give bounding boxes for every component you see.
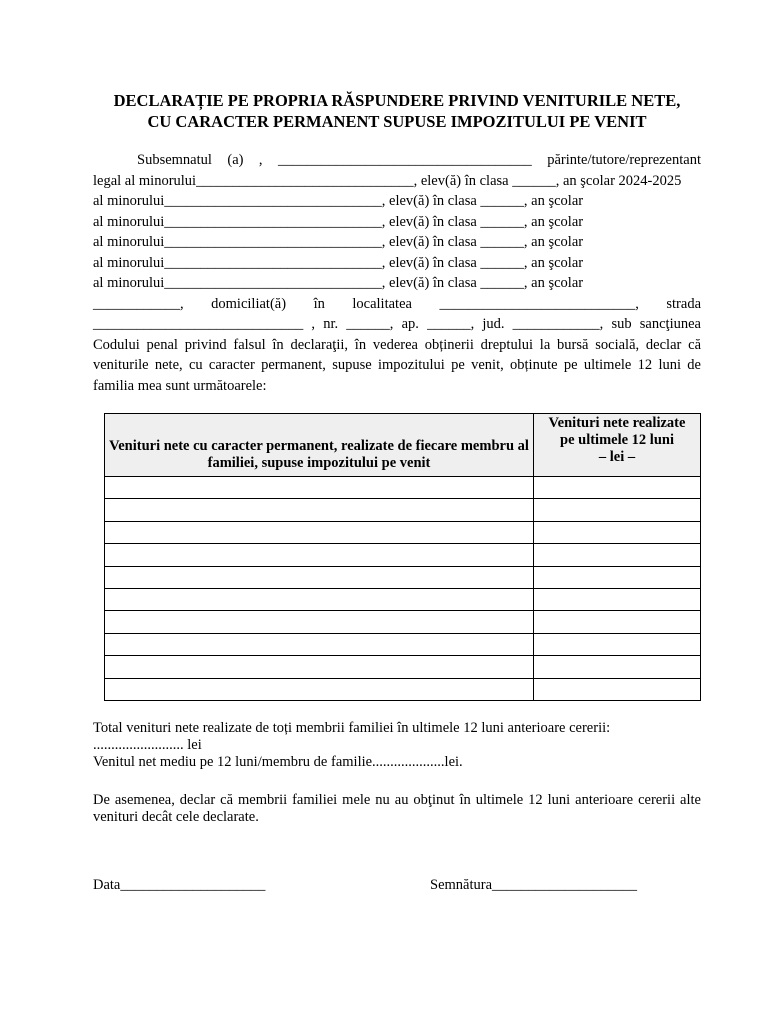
table-row	[105, 588, 701, 610]
total-income-label: Total venituri nete realizate de toți membrii familiei în ultimele 12 luni anterioare cererii:	[93, 720, 611, 736]
minor-line: al minorului______________________________, elev(ă) în clasa ______, an şcolar	[93, 254, 584, 271]
income-amount-cell	[534, 544, 701, 566]
table-row	[105, 611, 701, 633]
declaration-body	[93, 150, 701, 396]
income-description-cell	[105, 656, 534, 678]
legal-guardian-line: legal al minorului______________________________, elev(ă) în clasa ______, an şcolar 2024-2025	[93, 172, 682, 189]
title-line-1: DECLARAȚIE PE PROPRIA RĂSPUNDERE PRIVIND VENITURILE NETE,	[113, 91, 681, 110]
minor-line: al minorului______________________________, elev(ă) în clasa ______, an şcolar	[93, 234, 584, 250]
minor-line: al minorului______________________________, elev(ă) în clasa ______, an şcolar	[93, 193, 584, 209]
table-row	[105, 499, 701, 521]
income-amount-cell	[534, 521, 701, 543]
income-table-header	[105, 414, 701, 477]
table-row	[105, 566, 701, 588]
income-amount-cell	[534, 566, 701, 588]
header-income-description: Venituri nete cu caracter permanent, realizate de fiecare membru al familiei, supuse impozitului pe venit	[105, 414, 534, 477]
address-line-2: _____________________________ , nr. ______, ap. ______, jud. ____________, sub sancţiunea	[93, 316, 701, 332]
income-description-cell	[105, 477, 534, 499]
table-row	[105, 521, 701, 543]
income-amount-cell	[534, 633, 701, 655]
table-row	[105, 633, 701, 655]
income-amount-cell	[534, 588, 701, 610]
total-income-value: ......................... lei	[93, 737, 202, 753]
average-income-line: Venitul net mediu pe 12 luni/membru de familie....................lei.	[93, 754, 463, 770]
declarant-line: Subsemnatul (a) , ___________________________________ părinte/tutore/reprezentant	[137, 152, 701, 168]
income-description-cell	[105, 588, 534, 610]
income-amount-cell	[534, 656, 701, 678]
address-line-1: ____________, domiciliat(ă) în localitatea ___________________________, strada	[93, 295, 701, 312]
income-description-cell	[105, 544, 534, 566]
table-row	[105, 544, 701, 566]
table-row	[105, 656, 701, 678]
totals-section	[93, 720, 701, 771]
income-description-cell	[105, 566, 534, 588]
additional-declaration: De asemenea, declar că membrii familiei mele nu au obţinut în ultimele 12 luni anterioare cererii alte venituri decât cele declarate.	[93, 792, 701, 825]
document-title	[93, 90, 701, 132]
minor-line: al minorului______________________________, elev(ă) în clasa ______, an şcolar	[93, 275, 584, 291]
date-field: Data____________________	[93, 877, 266, 893]
income-amount-cell	[534, 477, 701, 499]
signature-field: Semnătura____________________	[430, 877, 638, 893]
income-amount-cell	[534, 611, 701, 633]
header-amount-line-1: Venituri nete realizate	[548, 415, 686, 431]
income-amount-cell	[534, 499, 701, 521]
income-amount-cell	[534, 678, 701, 700]
declaration-paragraph: Codului penal privind falsul în declaraţii, în vederea obținerii dreptului la bursă socială, declar că veniturile nete, cu caracter permanent, supuse impozitului pe venit, obținute pe ultimele 12 luni de familia mea sunt următoarele:	[93, 336, 701, 394]
title-line-2: CU CARACTER PERMANENT SUPUSE IMPOZITULUI PE VENIT	[147, 112, 647, 131]
table-row	[105, 477, 701, 499]
income-description-cell	[105, 521, 534, 543]
header-amount-line-2: pe ultimele 12 luni	[560, 432, 674, 448]
income-description-cell	[105, 633, 534, 655]
income-table-body	[105, 477, 701, 701]
income-description-cell	[105, 678, 534, 700]
income-table	[104, 413, 701, 701]
table-row	[105, 678, 701, 700]
income-description-cell	[105, 611, 534, 633]
header-income-amount	[534, 414, 701, 477]
income-description-cell	[105, 499, 534, 521]
header-amount-line-3: – lei –	[598, 449, 636, 465]
minor-line: al minorului______________________________, elev(ă) în clasa ______, an şcolar	[93, 213, 584, 230]
